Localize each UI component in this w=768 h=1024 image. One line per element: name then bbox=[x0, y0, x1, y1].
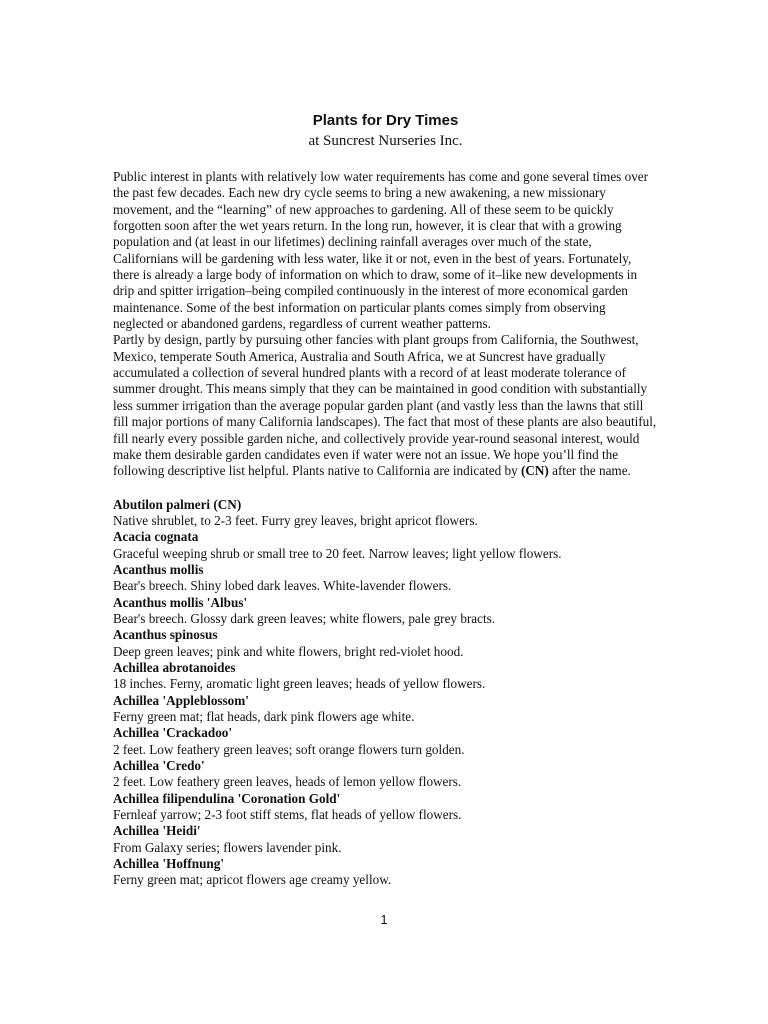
plant-description: Graceful weeping shrub or small tree to 20 feet. Narrow leaves; light yellow flowers. bbox=[113, 545, 562, 561]
plant-description: Bear's breech. Shiny lobed dark leaves. White-lavender flowers. bbox=[113, 578, 452, 594]
plant-name: Achillea 'Appleblossom' bbox=[113, 692, 249, 708]
plant-entry bbox=[113, 497, 658, 530]
plant-description: Ferny green mat; flat heads, dark pink flowers age white. bbox=[113, 709, 415, 724]
plant-entry bbox=[113, 529, 658, 562]
plant-description: Native shrublet, to 2-3 feet. Furry grey leaves, bright apricot flowers. bbox=[113, 512, 478, 528]
plant-entry bbox=[113, 660, 658, 693]
plant-entry bbox=[113, 627, 658, 660]
plant-name: Achillea 'Credo' bbox=[113, 758, 205, 774]
plant-description: 2 feet. Low feathery green leaves, heads of lemon yellow flowers. bbox=[113, 774, 462, 790]
intro-section bbox=[113, 169, 658, 480]
plant-entry bbox=[113, 823, 658, 856]
plant-name: Achillea filipendulina 'Coronation Gold' bbox=[113, 790, 341, 806]
document-title: Plants for Dry Times bbox=[312, 112, 459, 129]
plant-name: Achillea abrotanoides bbox=[113, 659, 236, 675]
plant-name: Abutilon palmeri (CN) bbox=[113, 496, 242, 512]
plant-name: Achillea 'Heidi' bbox=[113, 823, 201, 839]
plant-entry bbox=[113, 725, 658, 758]
plant-name: Acanthus mollis bbox=[113, 561, 204, 577]
plant-name: Acanthus spinosus bbox=[113, 627, 218, 643]
plant-entry bbox=[113, 758, 658, 791]
plant-name: Achillea 'Crackadoo' bbox=[113, 725, 233, 741]
plant-description: 18 inches. Ferny, aromatic light green leaves; heads of yellow flowers. bbox=[113, 676, 486, 692]
plant-entry bbox=[113, 856, 658, 889]
plant-description: From Galaxy series; flowers lavender pink. bbox=[113, 839, 342, 855]
plant-entry bbox=[113, 693, 658, 726]
intro-paragraph-text: Partly by design, partly by pursuing other fancies with plant groups from California, the Southwest, Mexico, temperate South America, Australia and South Africa, we at Suncrest have gradually accumulated a collection of several hundred plants with a record of at least moderate tolerance of summer drought. This means simply that they can be maintained in good condition with substantially less summer irrigation than the average popular garden plant (and vastly less than the lawns that still fill major portions of many California landscapes). The fact that most of these plants are also beautiful, fill nearly every possible garden niche, and collectively provide year-round seasonal interest, would make them desirable garden candidates even if water were not an issue. We hope you’ll find the following descriptive list helpful. Plants native to California are indicated by bbox=[113, 332, 657, 479]
plant-name: Acacia cognata bbox=[113, 529, 199, 545]
plant-description: Bear's breech. Glossy dark green leaves; white flowers, pale grey bracts. bbox=[113, 610, 496, 626]
plant-description: Deep green leaves; pink and white flowers, bright red-violet hood. bbox=[113, 643, 464, 659]
cn-marker: (CN) bbox=[520, 463, 549, 479]
plant-name: Achillea 'Hoffnung' bbox=[113, 856, 225, 872]
plant-description: 2 feet. Low feathery green leaves; soft orange flowers turn golden. bbox=[113, 741, 465, 757]
page-number: 1 bbox=[380, 912, 388, 927]
intro-paragraph bbox=[113, 332, 658, 479]
document-subtitle: at Suncrest Nurseries Inc. bbox=[308, 133, 463, 149]
plant-name: Acanthus mollis 'Albus' bbox=[113, 594, 248, 610]
plant-entry bbox=[113, 791, 658, 824]
plant-list bbox=[113, 497, 658, 889]
plant-description: Fernleaf yarrow; 2-3 foot stiff stems, flat heads of yellow flowers. bbox=[113, 807, 462, 823]
plant-entry bbox=[113, 562, 658, 595]
document-page bbox=[113, 111, 658, 889]
plant-description: Ferny green mat; apricot flowers age creamy yellow. bbox=[113, 872, 392, 888]
intro-paragraph: Public interest in plants with relatively low water requirements has come and gone several times over the past few decades. Each new dry cycle seems to bring a new awakening, a new missionary movement, and the “learning” of new approaches to gardening. All of these seem to be quickly forgotten soon after the wet years return. In the long run, however, it is clear that with a growing population and (at least in our lifetimes) declining rainfall averages over much of the state, Californians will be gardening with less water, like it or not, even in the best of years. Fortunately, there is already a large body of information on which to draw, some of it–like new developments in drip and spitter irrigation–being compiled continuously in the interest of more economical garden maintenance. Some of the best information on particular plants comes simply from observing neglected or abandoned gardens, regardless of current weather patterns. bbox=[113, 169, 649, 332]
plant-entry bbox=[113, 595, 658, 628]
intro-tail: after the name. bbox=[552, 463, 631, 479]
